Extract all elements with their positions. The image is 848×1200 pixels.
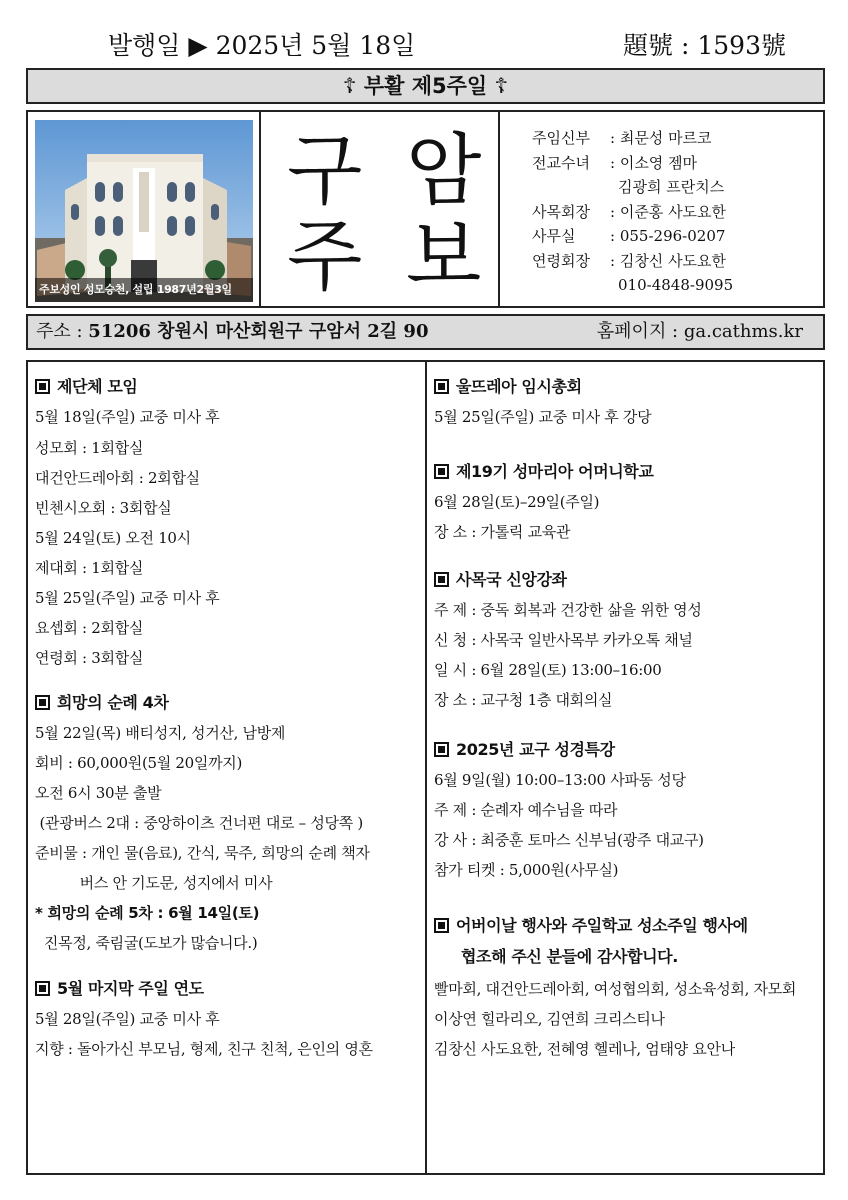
notice-line: 김창신 사도요한, 전혜영 헬레나, 엄태양 요안나 (434, 1040, 735, 1058)
section-bullet-icon (434, 379, 449, 394)
notice-line: (관광버스 2대 : 중앙하이츠 건너편 대로 – 성당쪽 ) (35, 814, 363, 832)
notice-line: 5월 25일(주일) 교중 미사 후 (35, 589, 220, 607)
notice-line: 신 청 : 사목국 일반사목부 카카오톡 채널 (434, 631, 693, 649)
staff-row: 연령회장 : 김창신 사도요한 (532, 251, 727, 270)
section-bullet-icon (434, 464, 449, 479)
staff-row: 전교수녀 : 이소영 젬마 (532, 153, 698, 172)
masthead (26, 110, 825, 308)
notice-line: 준비물 : 개인 물(음료), 간식, 묵주, 희망의 순례 책자 (35, 844, 370, 862)
notice-line: 5월 25일(주일) 교중 미사 후 강당 (434, 408, 652, 426)
address-bar (26, 314, 825, 350)
notice-line: 강 사 : 최중훈 토마스 신부님(광주 대교구) (434, 831, 704, 849)
section-bullet-icon (434, 918, 449, 933)
notice-line: 빨마회, 대건안드레아회, 여성협의회, 성소육성회, 자모회 (434, 980, 797, 998)
notice-line: 5월 18일(주일) 교중 미사 후 (35, 408, 220, 426)
notice-line: 오전 6시 30분 출발 (35, 784, 162, 802)
section-heading: 울뜨레아 임시총회 (434, 374, 582, 397)
section-bullet-icon (35, 379, 50, 394)
notice-line: 5월 24일(토) 오전 10시 (35, 529, 191, 547)
masthead-divider (498, 112, 500, 306)
notice-line: 지향 : 돌아가신 부모님, 형제, 친구 친척, 은인의 영혼 (35, 1040, 373, 1058)
section-heading: 제단체 모임 (35, 374, 137, 397)
section-heading: 5월 마지막 주일 연도 (35, 976, 204, 999)
title-bar (26, 68, 825, 104)
notice-line: 주 제 : 중독 회복과 건강한 삶을 위한 영성 (434, 601, 702, 619)
notice-line: 6월 9일(월) 10:00–13:00 사파동 성당 (434, 771, 686, 789)
section-bullet-icon (434, 742, 449, 757)
section-bullet-icon (434, 572, 449, 587)
notice-line: 회비 : 60,000원(5월 20일까지) (35, 754, 243, 772)
publication-date: 발행일 ▶ 2025년 5월 18일 (108, 31, 416, 60)
staff-row: 사무실 : 055-296-0207 (532, 227, 726, 245)
masthead-divider (259, 112, 261, 306)
masthead-char-2: 암 (406, 126, 482, 216)
section-heading: 희망의 순례 4차 (35, 690, 168, 713)
notice-line: 버스 안 기도문, 성지에서 미사 (35, 874, 273, 892)
homepage: 홈페이지 : ga.cathms.kr (596, 321, 803, 342)
staff-row: 주임신부 : 최문성 마르코 (532, 129, 712, 147)
notice-line: 장 소 : 가톨릭 교육관 (434, 523, 571, 541)
notice-line: 장 소 : 교구청 1층 대회의실 (434, 691, 613, 709)
notice-line: 요셉회 : 2회합실 (35, 619, 144, 637)
section-heading: 사목국 신앙강좌 (434, 567, 567, 590)
issue-number: 題號 : 1593號 (623, 31, 786, 60)
section-bullet-icon (35, 695, 50, 710)
address: 주소 : 51206 창원시 마산회원구 구암서 2길 90 (36, 321, 429, 342)
notice-line: 6월 28일(토)–29일(주일) (434, 493, 600, 511)
section-heading: 제19기 성마리아 어머니학교 (434, 459, 653, 482)
masthead-char-4: 보 (406, 212, 482, 302)
section-bullet-icon (35, 981, 50, 996)
column-divider (425, 362, 427, 1173)
staff-row: 김광희 프란치스 (618, 178, 725, 196)
staff-row: 010-4848-9095 (618, 276, 734, 294)
church-building-illustration (35, 120, 253, 302)
staff-row: 사목회장 : 이준홍 사도요한 (532, 202, 727, 221)
notice-line: 빈첸시오회 : 3회합실 (35, 499, 172, 517)
notice-line: 참가 티켓 : 5,000원(사무실) (434, 861, 619, 879)
notice-line: 진목정, 죽림굴(도보가 많습니다.) (35, 934, 258, 952)
photo-caption: 주보성인 성모승천, 설립 1987년2월3일 (35, 278, 253, 302)
notice-line: 5월 28일(주일) 교중 미사 후 (35, 1010, 220, 1028)
notice-line: 대건안드레아회 : 2회합실 (35, 469, 200, 487)
section-heading: 협조해 주신 분들에 감사합니다. (461, 947, 678, 966)
staff-list (532, 126, 733, 298)
notice-line: 주 제 : 순례자 예수님을 따라 (434, 801, 618, 819)
church-photo (35, 120, 253, 302)
section-heading: 2025년 교구 성경특강 (434, 737, 615, 760)
notice-line: 이상연 힐라리오, 김연희 크리스티나 (434, 1010, 665, 1028)
notice-line: 성모회 : 1회합실 (35, 439, 144, 457)
publication-line (0, 22, 848, 62)
notice-line: 일 시 : 6월 28일(토) 13:00–16:00 (434, 661, 662, 679)
section-heading: 어버이날 행사와 주일학교 성소주일 행사에 (434, 913, 748, 936)
notices-body (26, 360, 825, 1175)
notice-note: * 희망의 순례 5차 : 6월 14일(토) (35, 904, 260, 922)
masthead-char-3: 주 (287, 212, 363, 302)
notice-line: 5월 22일(목) 배티성지, 성거산, 남방제 (35, 724, 286, 742)
week-title: ☦ 부활 제5주일 ☦ (342, 74, 509, 98)
notice-line: 제대회 : 1회합실 (35, 559, 144, 577)
masthead-char-1: 구 (287, 126, 363, 216)
notice-line: 연령회 : 3회합실 (35, 649, 144, 667)
